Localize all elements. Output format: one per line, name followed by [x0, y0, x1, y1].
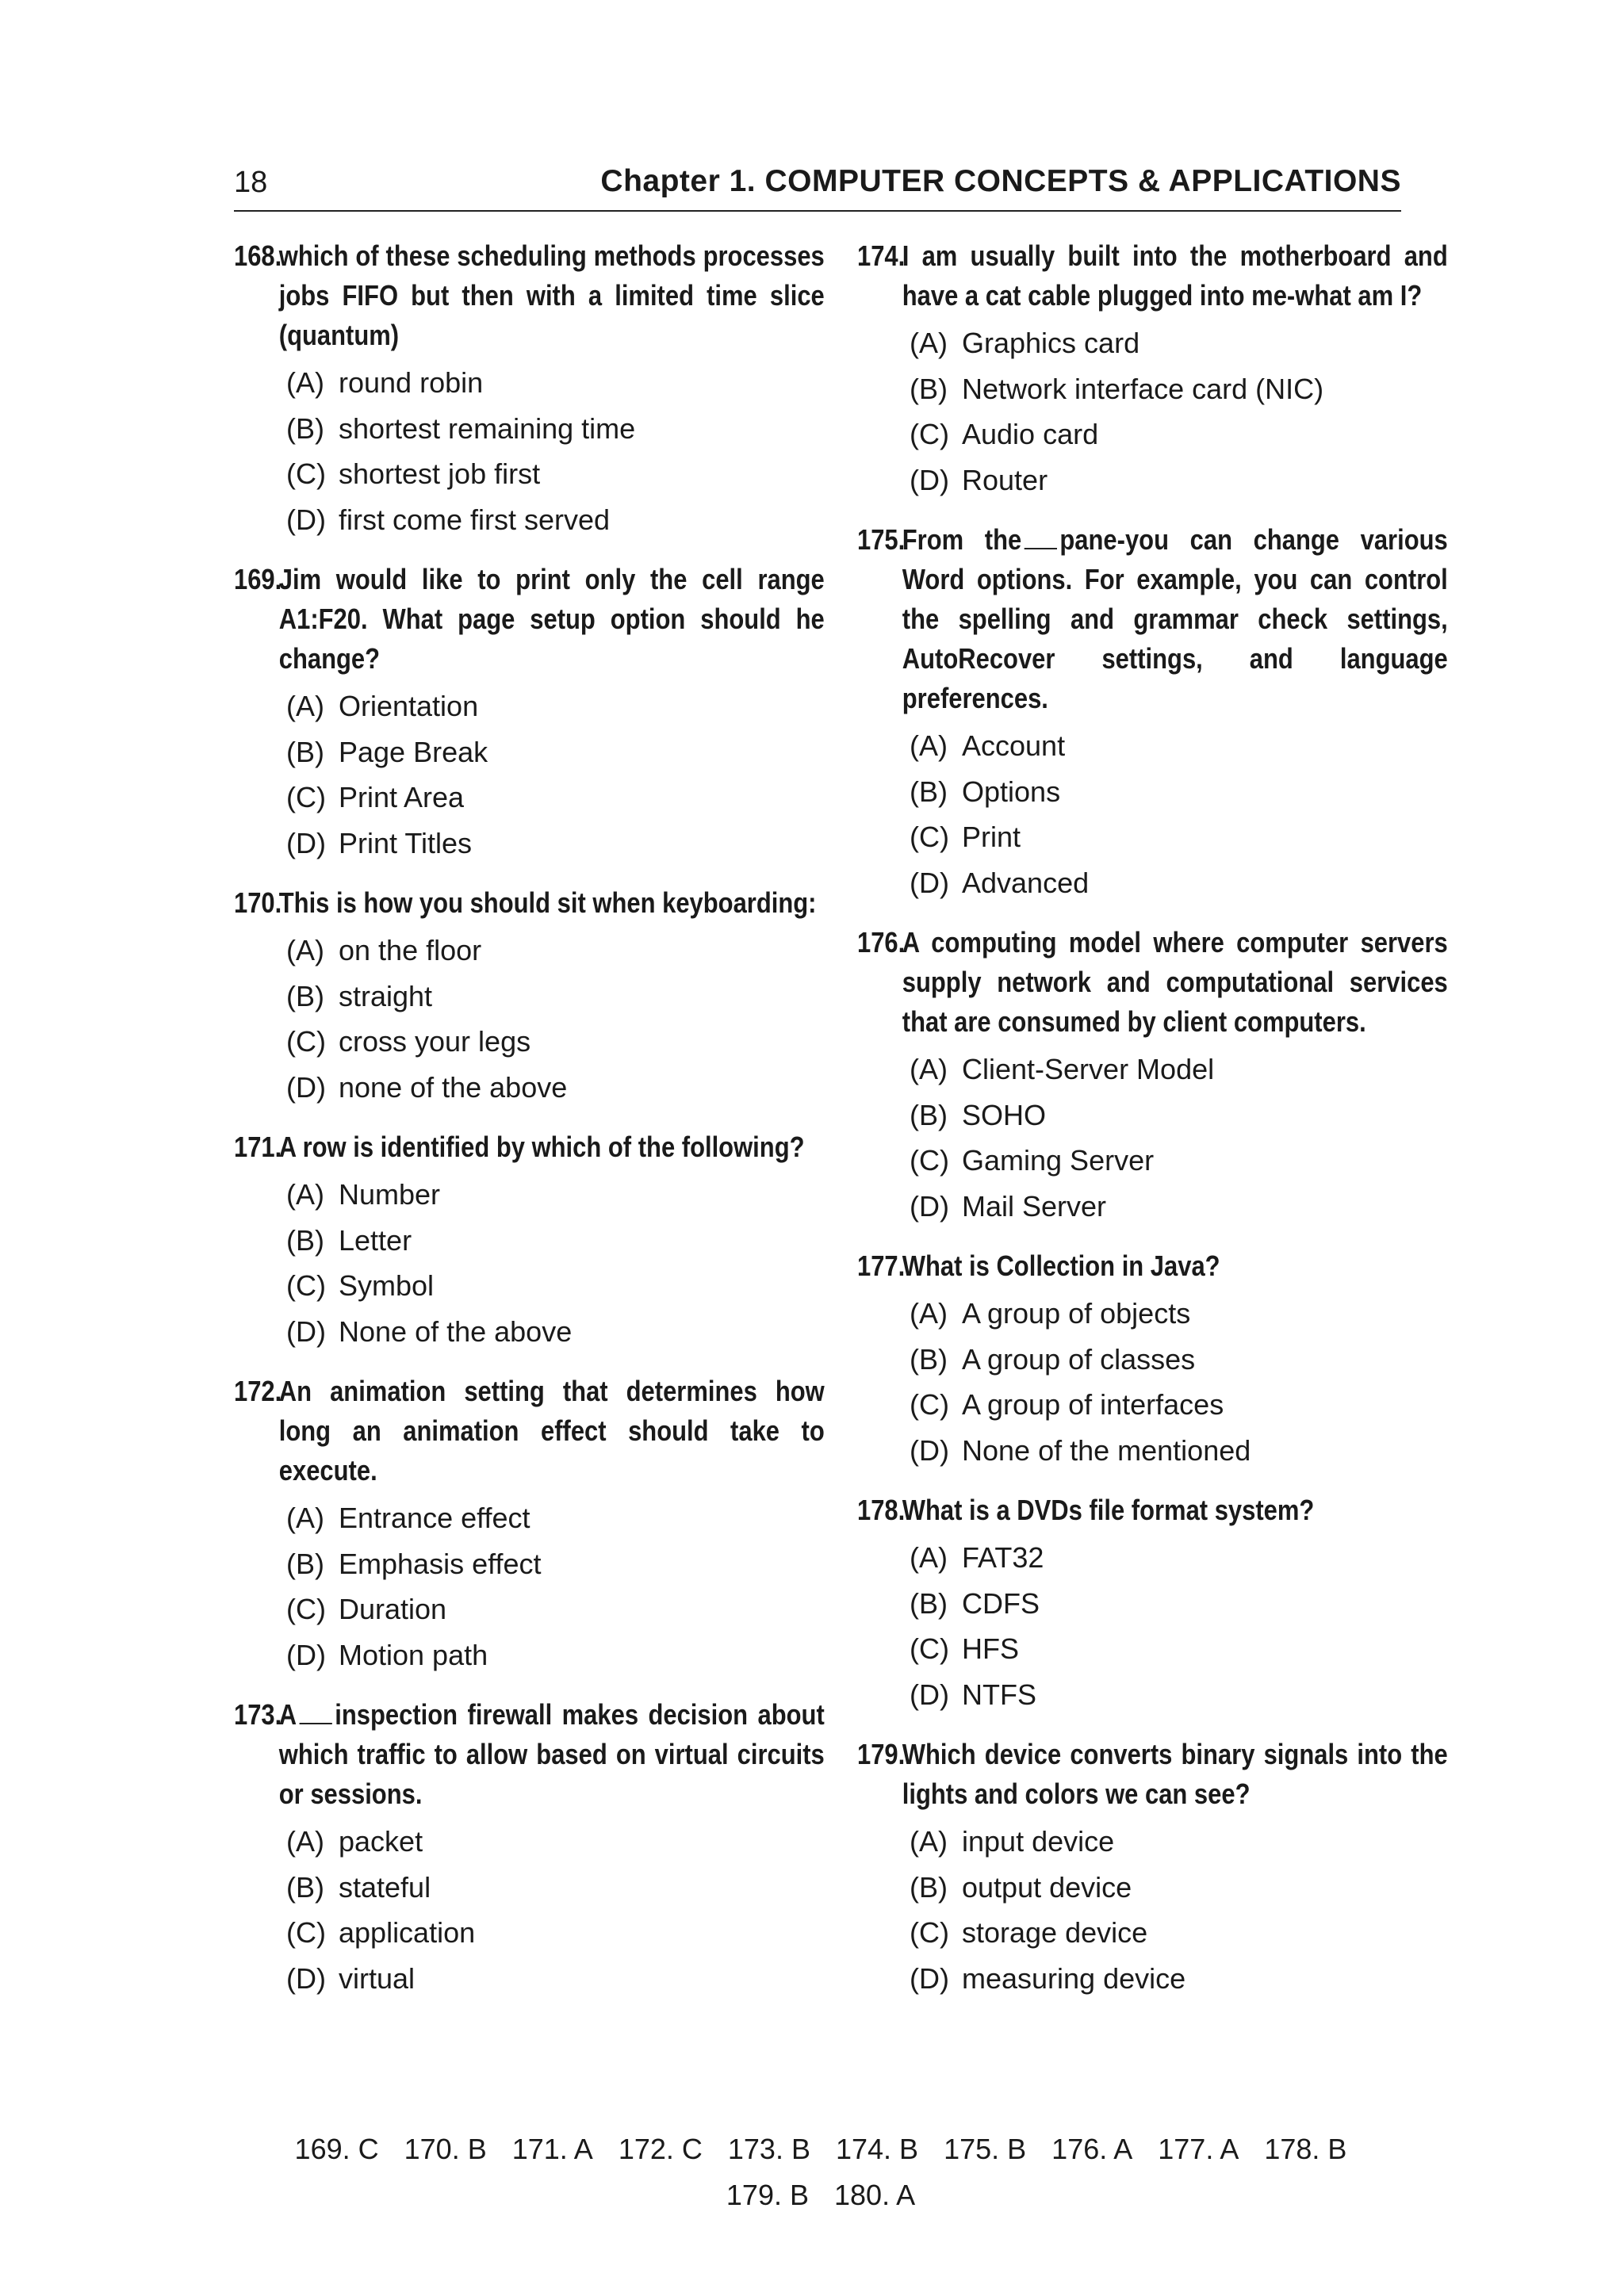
question-item [857, 520, 1448, 905]
question-body: A computing model where computer servers supply network and computational services that are consumed by client computers. [902, 926, 1448, 1038]
option-text: round robin [339, 366, 484, 399]
option-item [910, 457, 1404, 503]
fill-in-blank [1025, 527, 1057, 549]
options-list [857, 1535, 1404, 1717]
question-number: 168. [234, 239, 282, 272]
option-text: Gaming Server [962, 1144, 1155, 1177]
question-item [857, 1735, 1448, 2001]
question-text [234, 560, 825, 679]
answer-key-item: 169. C [294, 2133, 379, 2165]
option-item [286, 821, 781, 867]
option-item [910, 1138, 1404, 1184]
question-text [857, 1490, 1448, 1530]
options-list [857, 1291, 1404, 1473]
option-text: first come first served [339, 503, 611, 536]
question-item [234, 883, 817, 1110]
option-text: Router [962, 463, 1048, 496]
option-letter: (C) [910, 418, 949, 450]
question-item [234, 1695, 825, 2001]
option-item [910, 1865, 1404, 1911]
question-item [857, 923, 1448, 1229]
option-text: cross your legs [339, 1025, 531, 1058]
option-text: Graphics card [962, 327, 1140, 359]
options-list [857, 320, 1404, 503]
option-item [910, 1581, 1404, 1627]
answer-key-item: 177. A [1158, 2133, 1239, 2165]
option-letter: (C) [910, 1388, 949, 1421]
option-item [286, 497, 781, 543]
option-item [286, 1495, 781, 1541]
option-item [286, 451, 781, 497]
option-letter: (A) [910, 729, 948, 762]
question-body: A row is identified by which of the following? [278, 1131, 805, 1163]
option-text: Duration [339, 1593, 447, 1625]
option-letter: (C) [910, 1144, 949, 1177]
question-number: 169. [234, 563, 282, 595]
question-number: 172. [234, 1375, 282, 1407]
question-number: 174. [857, 239, 906, 272]
option-text: Entrance effect [339, 1502, 530, 1534]
options-list [857, 1819, 1404, 2001]
option-letter: (C) [910, 1632, 949, 1665]
option-letter: (A) [910, 1297, 948, 1330]
option-letter: (C) [286, 1269, 326, 1302]
options-list [857, 1047, 1404, 1229]
chapter-title: Chapter 1. COMPUTER CONCEPTS & APPLICATIONS [600, 164, 1401, 198]
option-letter: (D) [910, 463, 949, 496]
option-text: none of the above [339, 1070, 568, 1104]
options-list [234, 1819, 781, 2001]
option-letter: (B) [910, 775, 948, 808]
question-text [857, 520, 1448, 718]
option-letter: (A) [910, 1053, 948, 1085]
page-header [234, 163, 1401, 212]
option-item [910, 860, 1404, 906]
option-letter: (C) [286, 1593, 326, 1625]
answer-key-item: 180. A [834, 2179, 916, 2211]
option-letter: (D) [286, 1070, 326, 1104]
answer-key-item: 178. B [1264, 2133, 1347, 2165]
question-body: What is Collection in Java? [902, 1249, 1220, 1282]
answer-key-item: 179. B [726, 2179, 809, 2211]
option-item [286, 1910, 781, 1956]
option-text: A group of objects [962, 1297, 1191, 1330]
option-item [286, 729, 781, 775]
option-letter: (C) [910, 1916, 949, 1949]
options-list [234, 683, 781, 866]
question-item [234, 1127, 805, 1354]
question-number: 175. [857, 523, 906, 556]
question-text [234, 1695, 825, 1814]
answer-key [238, 2126, 1404, 2218]
option-letter: (B) [286, 1223, 324, 1257]
option-text: Symbol [339, 1269, 435, 1302]
option-item [286, 1172, 781, 1218]
question-body-start: A [278, 1698, 297, 1731]
option-letter: (B) [910, 1870, 948, 1904]
question-text [857, 236, 1448, 316]
option-item [910, 1428, 1404, 1474]
option-letter: (D) [910, 1961, 949, 1995]
option-letter: (A) [286, 366, 324, 399]
option-item [286, 406, 781, 452]
question-body: An animation setting that determines how long an animation effect should take to execute. [278, 1375, 825, 1487]
answer-key-item: 176. A [1051, 2133, 1133, 2165]
option-text: None of the mentioned [962, 1433, 1251, 1467]
page-number: 18 [234, 166, 268, 199]
option-item [910, 1910, 1404, 1956]
option-letter: (C) [286, 457, 326, 490]
option-item [910, 769, 1404, 815]
option-item [286, 1065, 781, 1111]
answer-key-item: 172. C [618, 2133, 703, 2165]
fill-in-blank [300, 1702, 332, 1724]
option-letter: (B) [286, 1547, 324, 1580]
option-item [286, 1865, 781, 1911]
option-letter: (A) [286, 1825, 324, 1858]
question-body: Which device converts binary signals into the lights and colors we can see? [902, 1738, 1448, 1810]
option-text: CDFS [962, 1586, 1040, 1620]
option-text: output device [962, 1870, 1132, 1904]
option-item [286, 1586, 781, 1632]
question-body-start: From the [902, 523, 1022, 556]
option-item [286, 1218, 781, 1264]
option-text: Options [962, 775, 1061, 808]
option-item [910, 411, 1404, 457]
option-text: Client-Server Model [962, 1053, 1215, 1085]
option-item [286, 775, 781, 821]
question-body: What is a DVDs file format system? [902, 1494, 1315, 1526]
option-item [286, 1309, 781, 1355]
option-item [910, 1382, 1404, 1428]
option-letter: (D) [910, 1189, 949, 1223]
question-text [857, 1735, 1448, 1814]
question-item [234, 560, 825, 866]
option-letter: (D) [910, 1433, 949, 1467]
left-column [234, 236, 825, 2019]
question-item [857, 236, 1448, 503]
question-body: I am usually built into the motherboard and have a cat cable plugged into me-what am I? [902, 239, 1448, 312]
option-text: input device [962, 1825, 1115, 1858]
option-text: SOHO [962, 1098, 1047, 1131]
question-text [234, 1127, 825, 1167]
option-text: measuring device [962, 1961, 1186, 1995]
question-body-end: inspection firewall makes decision about which traffic to allow based on virtual circuits or sessions. [278, 1698, 825, 1810]
option-letter: (A) [286, 1178, 324, 1211]
option-letter: (D) [286, 826, 326, 859]
option-text: Motion path [339, 1638, 488, 1671]
option-letter: (A) [286, 1502, 324, 1534]
options-list [234, 1495, 781, 1678]
right-column [857, 236, 1448, 2019]
option-text: packet [339, 1825, 423, 1858]
question-number: 176. [857, 926, 906, 959]
option-text: HFS [962, 1632, 1019, 1665]
question-text [857, 923, 1448, 1042]
option-item [910, 1093, 1404, 1138]
answer-key-item: 174. B [835, 2133, 919, 2165]
option-letter: (B) [910, 1586, 948, 1620]
option-text: Print Area [339, 781, 465, 813]
options-list [234, 1172, 781, 1354]
question-text [234, 236, 825, 355]
option-text: Emphasis effect [339, 1547, 542, 1580]
option-letter: (D) [286, 1314, 326, 1348]
question-body: Jim would like to print only the cell range A1:F20. What page setup option should he change? [278, 563, 825, 675]
option-text: FAT32 [962, 1541, 1044, 1574]
option-item [286, 1819, 781, 1865]
option-letter: (D) [910, 866, 949, 899]
option-letter: (C) [286, 1916, 326, 1949]
option-text: Advanced [962, 866, 1090, 899]
option-letter: (C) [910, 821, 949, 853]
option-letter: (C) [286, 781, 326, 813]
question-body-end: pane-you can change various Word options. For example, you can control the spelling and grammar check settings, AutoRecover settings, and language preferences. [902, 523, 1448, 714]
question-item [857, 1246, 1404, 1473]
option-text: straight [339, 979, 433, 1012]
option-item [910, 1672, 1404, 1718]
option-item [910, 320, 1404, 366]
option-letter: (B) [286, 735, 324, 768]
question-item [857, 1490, 1404, 1717]
option-text: stateful [339, 1870, 431, 1904]
option-letter: (B) [910, 372, 948, 405]
question-number: 171. [234, 1131, 282, 1163]
option-text: Account [962, 729, 1066, 762]
option-item [910, 366, 1404, 412]
options-list [234, 928, 781, 1110]
option-item [910, 1626, 1404, 1672]
option-text: shortest job first [339, 457, 541, 490]
option-letter: (A) [910, 1541, 948, 1574]
options-list [234, 360, 781, 542]
option-letter: (B) [286, 1870, 324, 1904]
options-list [857, 723, 1404, 905]
option-text: shortest remaining time [339, 411, 636, 445]
option-item [286, 974, 781, 1020]
question-number: 173. [234, 1698, 282, 1731]
option-item [910, 1337, 1404, 1383]
question-text [234, 883, 825, 923]
option-letter: (B) [286, 979, 324, 1012]
option-text: application [339, 1916, 476, 1949]
option-text: virtual [339, 1961, 416, 1995]
option-item [910, 1291, 1404, 1337]
question-item [234, 1372, 825, 1678]
option-text: on the floor [339, 934, 482, 966]
option-letter: (D) [910, 1678, 949, 1711]
option-text: A group of interfaces [962, 1388, 1224, 1421]
question-number: 179. [857, 1738, 906, 1770]
option-item [286, 1632, 781, 1678]
question-text [234, 1372, 825, 1490]
option-text: storage device [962, 1916, 1148, 1949]
option-item [286, 1019, 781, 1065]
option-item [286, 360, 781, 406]
option-text: A group of classes [962, 1342, 1196, 1376]
option-item [910, 1184, 1404, 1230]
option-item [910, 723, 1404, 769]
option-letter: (A) [286, 934, 324, 966]
option-item [910, 814, 1404, 860]
option-text: Network interface card (NIC) [962, 372, 1324, 405]
option-text: NTFS [962, 1678, 1036, 1711]
question-item [234, 236, 825, 542]
option-text: Page Break [339, 735, 488, 768]
option-item [910, 1535, 1404, 1581]
answer-key-item: 175. B [944, 2133, 1027, 2165]
option-text: Number [339, 1178, 441, 1211]
option-item [286, 1956, 781, 2002]
option-letter: (A) [286, 690, 324, 722]
option-text: Print Titles [339, 826, 473, 859]
option-text: Orientation [339, 690, 479, 722]
option-item [910, 1047, 1404, 1093]
option-letter: (A) [910, 327, 948, 359]
option-letter: (D) [286, 1638, 326, 1671]
option-item [286, 1263, 781, 1309]
question-body: which of these scheduling methods processes jobs FIFO but then with a limited time slice (quantum) [278, 239, 825, 351]
answer-key-item: 171. A [511, 2133, 593, 2165]
option-item [286, 928, 781, 974]
question-number: 177. [857, 1249, 906, 1282]
question-body: This is how you should sit when keyboarding: [278, 886, 817, 919]
question-text [857, 1246, 1448, 1286]
option-text: Letter [339, 1223, 412, 1257]
option-letter: (B) [286, 411, 324, 445]
question-number: 178. [857, 1494, 906, 1526]
answer-key-item: 170. B [404, 2133, 487, 2165]
option-text: None of the above [339, 1314, 573, 1348]
answer-key-item: 173. B [727, 2133, 810, 2165]
option-letter: (C) [286, 1025, 326, 1058]
option-letter: (D) [286, 503, 326, 536]
option-text: Print [962, 821, 1021, 853]
option-letter: (B) [910, 1098, 948, 1131]
option-text: Mail Server [962, 1189, 1107, 1223]
option-item [286, 1541, 781, 1587]
question-number: 170. [234, 886, 282, 919]
option-item [286, 683, 781, 729]
option-text: Audio card [962, 418, 1099, 450]
option-item [910, 1819, 1404, 1865]
option-letter: (B) [910, 1342, 948, 1376]
option-letter: (A) [910, 1825, 948, 1858]
option-letter: (D) [286, 1961, 326, 1995]
option-item [910, 1956, 1404, 2002]
